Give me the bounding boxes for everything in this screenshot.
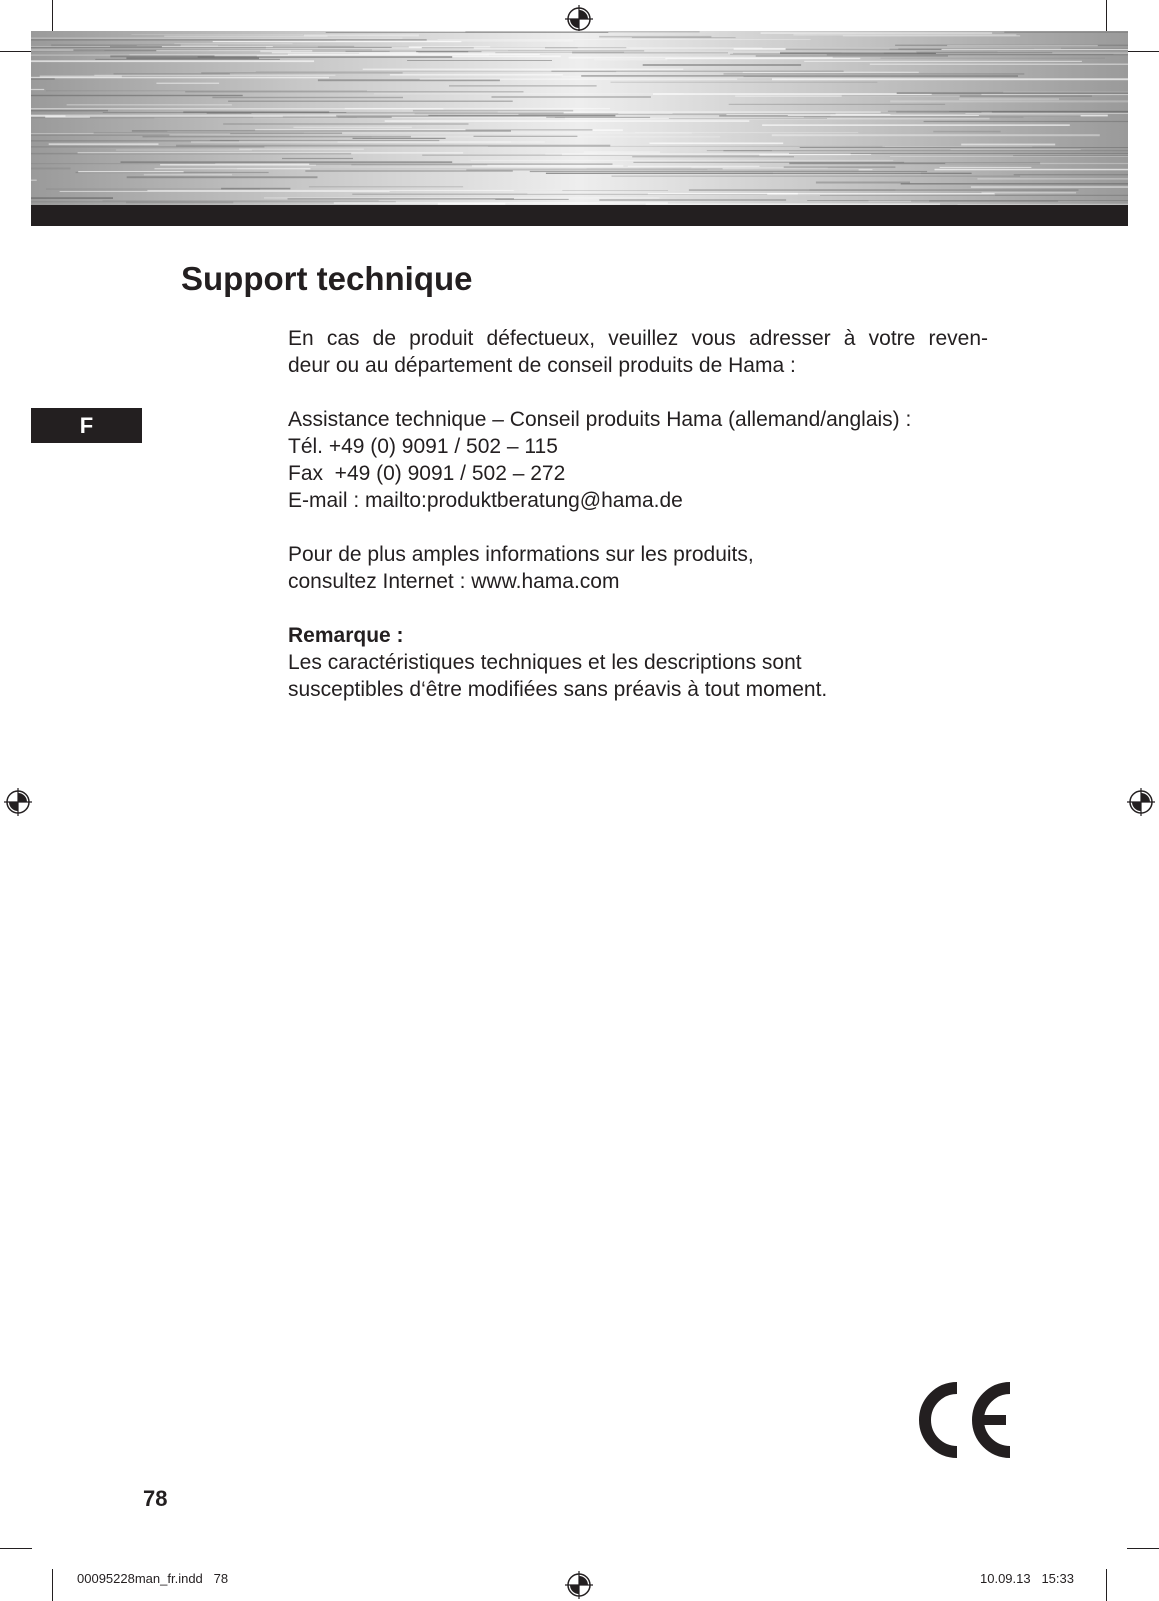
metal-streak xyxy=(936,53,1128,54)
metal-streak xyxy=(144,174,232,176)
metal-streak xyxy=(495,199,568,200)
support-content xyxy=(288,325,988,703)
metal-streak xyxy=(729,104,945,105)
metal-streak xyxy=(632,37,736,38)
metal-streak xyxy=(353,138,446,139)
metal-streak xyxy=(940,167,1032,168)
metal-streak xyxy=(474,47,545,49)
metal-streak xyxy=(126,202,233,204)
metal-streak xyxy=(611,82,878,83)
metal-streak xyxy=(46,189,260,190)
defect-line-2: deur ou au département de conseil produits de Hama : xyxy=(288,354,796,377)
defect-paragraph xyxy=(288,325,988,379)
metal-streak xyxy=(612,176,1021,177)
metal-streak xyxy=(784,166,896,168)
metal-streak xyxy=(648,193,995,194)
metal-streak xyxy=(31,60,314,62)
metal-streak xyxy=(827,54,1128,55)
metal-streak xyxy=(1004,32,1128,33)
defect-line-1: En cas de produit défectueux, veuillez vous adresser à votre reven- xyxy=(288,327,988,350)
metal-streak xyxy=(76,172,269,173)
metal-streak xyxy=(121,161,453,163)
crop-mark-top-right-vertical xyxy=(1106,0,1107,32)
metal-streak xyxy=(594,59,667,61)
crop-mark-bottom-right-horizontal xyxy=(1127,1548,1159,1549)
metal-streak xyxy=(643,64,801,66)
metal-streak xyxy=(649,143,783,145)
metal-streak xyxy=(103,201,379,202)
metal-streak xyxy=(961,144,1055,146)
metal-streak xyxy=(492,97,651,98)
metal-streak xyxy=(562,76,744,77)
metal-streak xyxy=(911,200,1058,202)
metal-streak xyxy=(31,110,108,112)
metal-streak xyxy=(201,72,402,74)
metal-streak xyxy=(305,171,513,172)
ce-mark-icon xyxy=(910,1380,1020,1460)
metal-streak xyxy=(304,133,692,134)
metal-streak xyxy=(472,165,623,167)
crop-mark-top-left-vertical xyxy=(52,0,53,32)
metal-streak xyxy=(31,39,427,41)
metal-streak xyxy=(933,131,1000,133)
metal-streak xyxy=(901,183,1128,184)
note-heading: Remarque : xyxy=(288,624,404,647)
metal-streak xyxy=(546,173,972,174)
metal-streak xyxy=(804,61,1082,62)
metal-streak xyxy=(31,47,392,48)
metal-streak xyxy=(31,115,428,116)
fax-number: Fax +49 (0) 9091 / 502 – 272 xyxy=(288,462,566,485)
metal-streak xyxy=(31,78,55,80)
metal-streak xyxy=(947,45,1098,46)
metal-streak xyxy=(49,143,159,145)
metal-streak xyxy=(374,93,684,94)
metal-streak xyxy=(466,169,858,170)
metal-streak xyxy=(46,91,367,92)
metal-streak xyxy=(551,71,843,72)
metal-streak xyxy=(438,39,811,40)
metal-streak xyxy=(897,92,1128,94)
metal-streak xyxy=(131,34,303,35)
note-line-1: Les caractéristiques techniques et les descriptions sont xyxy=(288,651,802,674)
metal-streak xyxy=(935,169,1129,171)
slug-datetime: 10.09.13 15:33 xyxy=(980,1571,1074,1586)
metal-streak xyxy=(599,199,786,200)
metal-streak xyxy=(126,57,259,59)
metal-streak xyxy=(147,190,562,191)
metal-streak xyxy=(890,100,1128,102)
metal-streak xyxy=(820,195,1128,196)
metal-streak xyxy=(949,111,1128,112)
metal-streak xyxy=(804,117,1024,118)
metal-streak xyxy=(924,121,1128,122)
metal-streak xyxy=(385,120,750,122)
metal-streak xyxy=(788,115,979,116)
metal-streak xyxy=(127,176,318,178)
contact-block xyxy=(288,406,988,514)
metal-streak xyxy=(816,182,910,184)
metal-streak xyxy=(95,59,280,60)
metal-streak xyxy=(959,98,1059,100)
metal-streak xyxy=(562,153,851,155)
metal-streak xyxy=(530,171,927,172)
note-line-2: susceptibles d‘être modifiées sans préavis à tout moment. xyxy=(288,678,828,701)
metal-streak xyxy=(185,91,523,92)
metal-streak xyxy=(870,64,1128,65)
metal-streak xyxy=(665,58,860,59)
crop-mark-bottom-left-vertical xyxy=(52,1569,53,1601)
metal-streak xyxy=(293,127,411,128)
metal-streak xyxy=(809,190,895,191)
internet-paragraph xyxy=(288,541,988,595)
metal-streak xyxy=(890,156,1128,157)
metal-streak xyxy=(762,124,1070,126)
metal-streak xyxy=(132,130,511,132)
metal-streak xyxy=(309,163,612,165)
header-metal-band xyxy=(31,31,1128,206)
metal-streak xyxy=(310,169,722,170)
metal-streak xyxy=(212,97,403,98)
metal-streak xyxy=(1014,174,1128,175)
metal-streak xyxy=(31,153,351,155)
metal-streak xyxy=(31,180,37,181)
metal-streak xyxy=(174,44,292,45)
metal-streak xyxy=(653,93,932,95)
registration-mark-icon xyxy=(3,787,33,817)
metal-streak xyxy=(31,108,443,110)
metal-streak xyxy=(363,69,684,70)
page-title: Support technique xyxy=(181,260,473,297)
metal-streak xyxy=(31,95,243,96)
registration-mark-icon xyxy=(1126,787,1156,817)
metal-streak xyxy=(31,164,215,165)
metal-streak xyxy=(164,36,327,37)
metal-streak xyxy=(981,94,1128,95)
metal-streak xyxy=(723,150,1128,151)
metal-streak xyxy=(800,147,1128,148)
contact-heading: Assistance technique – Conseil produits Hama (allemand/anglais) : xyxy=(288,408,912,431)
metal-streak xyxy=(982,192,1077,194)
crop-mark-bottom-right-vertical xyxy=(1106,1569,1107,1601)
email-address: E-mail : mailto:produktberatung@hama.de xyxy=(288,489,683,512)
metal-streak xyxy=(213,41,462,42)
metal-streak xyxy=(31,134,169,136)
metal-streak xyxy=(40,76,122,78)
metal-streak xyxy=(239,149,364,150)
crop-mark-top-left-horizontal xyxy=(0,51,32,52)
metal-streak xyxy=(31,38,403,39)
phone-number: Tél. +49 (0) 9091 / 502 – 115 xyxy=(288,435,558,458)
metal-streak xyxy=(228,101,513,102)
metal-streak xyxy=(31,134,230,135)
internet-line-2: consultez Internet : www.hama.com xyxy=(288,570,620,593)
slug-file-info: 00095228man_fr.indd 78 xyxy=(77,1571,229,1586)
language-tab: F xyxy=(31,408,142,443)
metal-streak xyxy=(304,34,419,36)
metal-streak xyxy=(90,117,392,118)
metal-streak xyxy=(761,33,993,34)
metal-streak xyxy=(67,104,232,105)
metal-streak xyxy=(971,186,1128,188)
registration-mark-icon xyxy=(564,4,594,34)
metal-streak xyxy=(223,124,468,125)
metal-streak xyxy=(251,113,672,114)
metal-streak xyxy=(584,151,660,153)
metal-streak xyxy=(413,110,573,112)
internet-line-1: Pour de plus amples informations sur les produits, xyxy=(288,543,754,566)
metal-streak xyxy=(488,146,883,147)
header-dark-bar xyxy=(31,205,1128,226)
metal-streak xyxy=(869,201,930,202)
metal-streak xyxy=(599,36,711,38)
metal-streak xyxy=(282,158,353,159)
metal-streak xyxy=(1013,155,1128,156)
metal-streak xyxy=(945,163,1128,164)
metal-streak xyxy=(474,136,578,137)
crop-mark-top-right-horizontal xyxy=(1127,51,1159,52)
metal-streak xyxy=(272,52,496,53)
metal-streak xyxy=(449,85,597,87)
metal-streak xyxy=(31,168,71,170)
metal-streak xyxy=(735,96,960,97)
metal-streak xyxy=(420,79,738,80)
metal-streak xyxy=(156,83,219,84)
registration-mark-icon xyxy=(564,1570,594,1600)
metal-streak xyxy=(183,111,329,113)
metal-streak xyxy=(130,54,490,56)
metal-streak xyxy=(309,187,463,188)
metal-streak xyxy=(756,56,948,57)
metal-streak xyxy=(94,75,335,76)
metal-streak xyxy=(191,141,545,143)
metal-streak xyxy=(471,160,894,161)
metal-streak xyxy=(881,58,1105,59)
metal-streak xyxy=(942,49,1129,50)
metal-streak xyxy=(143,136,411,138)
metal-streak xyxy=(772,134,1100,136)
metal-streak xyxy=(51,44,180,46)
metal-streak xyxy=(110,55,214,57)
metal-streak xyxy=(724,73,1025,75)
metal-streak xyxy=(669,118,827,119)
metal-streak xyxy=(407,60,552,61)
metal-streak xyxy=(31,89,44,90)
metal-streak xyxy=(632,157,794,158)
metal-streak xyxy=(116,150,252,151)
metal-streak xyxy=(772,78,1128,80)
metal-streak xyxy=(965,113,1128,114)
metal-streak xyxy=(31,197,113,199)
page-number: 78 xyxy=(143,1486,168,1511)
note-block xyxy=(288,622,988,703)
metal-streak xyxy=(264,197,660,199)
metal-streak xyxy=(628,166,760,167)
metal-streak xyxy=(465,31,699,33)
metal-streak xyxy=(94,133,343,134)
metal-streak xyxy=(977,178,1128,180)
metal-streak xyxy=(843,35,1020,36)
crop-mark-bottom-left-horizontal xyxy=(0,1548,32,1549)
metal-streak xyxy=(390,74,563,75)
metal-streak xyxy=(210,140,439,141)
metal-streak xyxy=(743,72,919,73)
metal-streak xyxy=(60,191,390,192)
